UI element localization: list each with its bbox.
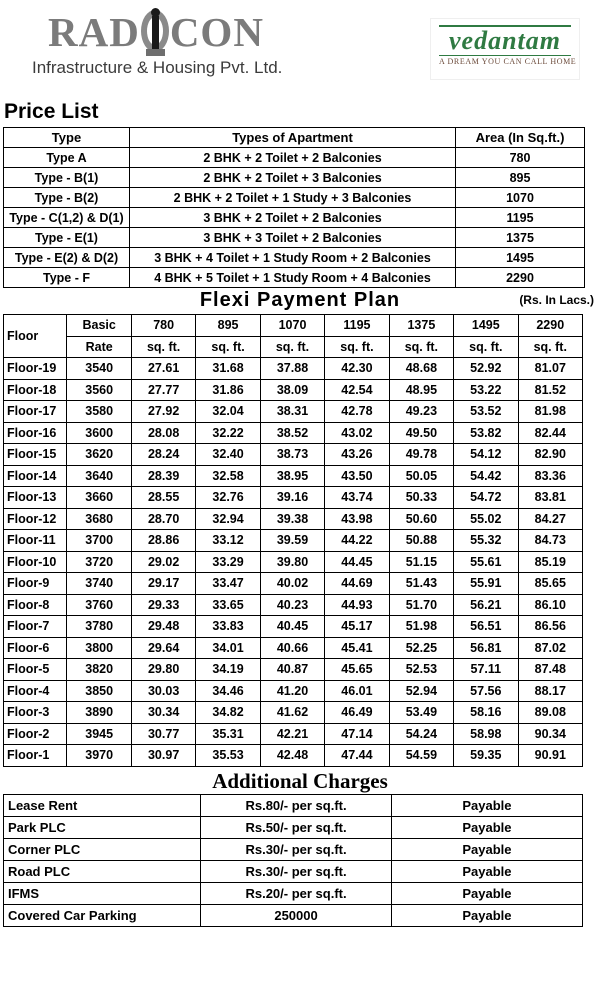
- price-list-cell-area: 1195: [456, 208, 585, 228]
- charge-value: Rs.30/- per sq.ft.: [201, 860, 392, 882]
- flexi-plan-title: Flexi Payment Plan: [199, 289, 401, 311]
- flexi-cell-price: 81.07: [518, 358, 582, 380]
- flexi-cell-price: 29.80: [131, 659, 195, 681]
- price-list-header-area: Area (In Sq.ft.): [456, 128, 585, 148]
- flexi-cell-price: 30.77: [131, 723, 195, 745]
- flexi-cell-price: 27.77: [131, 379, 195, 401]
- price-list-cell-type: Type - E(2) & D(2): [4, 248, 130, 268]
- flexi-cell-price: 32.58: [196, 465, 260, 487]
- flexi-cell-price: 28.70: [131, 508, 195, 530]
- company-tagline: Infrastructure & Housing Pvt. Ltd.: [32, 58, 283, 77]
- flexi-cell-price: 32.40: [196, 444, 260, 466]
- table-row: [4, 702, 583, 724]
- table-row: [4, 188, 585, 208]
- flexi-cell-price: 33.65: [196, 594, 260, 616]
- flexi-cell-basic-rate: 3600: [67, 422, 131, 444]
- additional-charges-title: Additional Charges: [212, 768, 388, 793]
- flexi-cell-price: 43.50: [325, 465, 389, 487]
- flexi-cell-price: 54.72: [454, 487, 518, 509]
- flexi-title-band: [0, 288, 600, 314]
- flexi-cell-price: 52.92: [454, 358, 518, 380]
- flexi-cell-price: 29.48: [131, 616, 195, 638]
- charge-status: Payable: [391, 882, 582, 904]
- flexi-cell-basic-rate: 3800: [67, 637, 131, 659]
- flexi-cell-price: 44.69: [325, 573, 389, 595]
- radicon-pillar-icon: [140, 8, 170, 56]
- flexi-cell-floor: Floor-6: [4, 637, 67, 659]
- price-list-header-apartment: Types of Apartment: [130, 128, 456, 148]
- flexi-cell-price: 34.19: [196, 659, 260, 681]
- flexi-cell-price: 55.32: [454, 530, 518, 552]
- table-row: [4, 208, 585, 228]
- flexi-cell-price: 86.10: [518, 594, 582, 616]
- radicon-base-shape: [146, 49, 165, 56]
- price-list-cell-area: 2290: [456, 268, 585, 288]
- table-row: [4, 228, 585, 248]
- flexi-cell-price: 57.11: [454, 659, 518, 681]
- flexi-cell-price: 55.61: [454, 551, 518, 573]
- price-list-cell-apartment: 4 BHK + 5 Toilet + 1 Study Room + 4 Balconies: [130, 268, 456, 288]
- flexi-cell-price: 51.70: [389, 594, 453, 616]
- flexi-cell-price: 45.41: [325, 637, 389, 659]
- flexi-cell-price: 48.95: [389, 379, 453, 401]
- flexi-cell-basic-rate: 3660: [67, 487, 131, 509]
- flexi-cell-floor: Floor-12: [4, 508, 67, 530]
- flexi-cell-price: 49.78: [389, 444, 453, 466]
- document-header: [0, 0, 600, 100]
- charge-value: Rs.50/- per sq.ft.: [201, 816, 392, 838]
- table-row: [4, 616, 583, 638]
- charge-status: Payable: [391, 904, 582, 926]
- flexi-cell-price: 35.53: [196, 745, 260, 767]
- flexi-header-unit-0: sq. ft.: [131, 336, 195, 358]
- flexi-cell-price: 30.97: [131, 745, 195, 767]
- flexi-cell-price: 29.33: [131, 594, 195, 616]
- flexi-cell-basic-rate: 3890: [67, 702, 131, 724]
- flexi-cell-price: 41.20: [260, 680, 324, 702]
- flexi-cell-basic-rate: 3820: [67, 659, 131, 681]
- flexi-cell-price: 83.36: [518, 465, 582, 487]
- flexi-cell-price: 28.08: [131, 422, 195, 444]
- flexi-cell-basic-rate: 3945: [67, 723, 131, 745]
- flexi-cell-price: 49.23: [389, 401, 453, 423]
- flexi-header-area-5: 1495: [454, 315, 518, 337]
- flexi-cell-price: 28.86: [131, 530, 195, 552]
- flexi-cell-price: 28.39: [131, 465, 195, 487]
- flexi-cell-price: 87.02: [518, 637, 582, 659]
- flexi-cell-price: 29.64: [131, 637, 195, 659]
- flexi-cell-price: 43.98: [325, 508, 389, 530]
- flexi-cell-basic-rate: 3640: [67, 465, 131, 487]
- table-row: [4, 882, 583, 904]
- flexi-header-area-6: 2290: [518, 315, 582, 337]
- flexi-cell-price: 42.21: [260, 723, 324, 745]
- flexi-header-floor: Floor: [4, 315, 67, 358]
- flexi-cell-price: 34.01: [196, 637, 260, 659]
- flexi-cell-price: 33.12: [196, 530, 260, 552]
- flexi-cell-price: 30.03: [131, 680, 195, 702]
- price-list-cell-area: 1495: [456, 248, 585, 268]
- flexi-cell-basic-rate: 3700: [67, 530, 131, 552]
- price-list-header-row: [4, 128, 585, 148]
- price-list-cell-apartment: 3 BHK + 4 Toilet + 1 Study Room + 2 Balconies: [130, 248, 456, 268]
- flexi-header-rate-line1: Basic: [67, 315, 131, 337]
- flexi-cell-price: 56.81: [454, 637, 518, 659]
- flexi-cell-price: 85.65: [518, 573, 582, 595]
- flexi-cell-price: 32.04: [196, 401, 260, 423]
- charge-value: Rs.30/- per sq.ft.: [201, 838, 392, 860]
- table-row: [4, 422, 583, 444]
- flexi-cell-price: 50.33: [389, 487, 453, 509]
- flexi-cell-price: 29.17: [131, 573, 195, 595]
- price-list-cell-type: Type - B(1): [4, 168, 130, 188]
- flexi-cell-price: 51.15: [389, 551, 453, 573]
- flexi-cell-price: 53.82: [454, 422, 518, 444]
- table-row: [4, 816, 583, 838]
- flexi-header-unit-6: sq. ft.: [518, 336, 582, 358]
- flexi-cell-price: 33.83: [196, 616, 260, 638]
- charge-name: Park PLC: [4, 816, 201, 838]
- price-list-cell-area: 780: [456, 148, 585, 168]
- flexi-cell-price: 34.82: [196, 702, 260, 724]
- flexi-cell-price: 33.47: [196, 573, 260, 595]
- price-list-cell-apartment: 2 BHK + 2 Toilet + 3 Balconies: [130, 168, 456, 188]
- flexi-header-area-2: 1070: [260, 315, 324, 337]
- table-row: [4, 444, 583, 466]
- table-row: [4, 551, 583, 573]
- flexi-cell-price: 39.80: [260, 551, 324, 573]
- flexi-cell-price: 59.35: [454, 745, 518, 767]
- flexi-header-area-3: 1195: [325, 315, 389, 337]
- additional-charges-table: [3, 794, 583, 927]
- table-row: [4, 508, 583, 530]
- flexi-cell-floor: Floor-2: [4, 723, 67, 745]
- flexi-cell-price: 50.88: [389, 530, 453, 552]
- flexi-cell-price: 52.94: [389, 680, 453, 702]
- vedantam-logo: [430, 18, 580, 80]
- table-row: [4, 358, 583, 380]
- flexi-cell-price: 55.02: [454, 508, 518, 530]
- charge-name: Corner PLC: [4, 838, 201, 860]
- flexi-cell-floor: Floor-13: [4, 487, 67, 509]
- table-row: [4, 594, 583, 616]
- table-row: [4, 268, 585, 288]
- flexi-cell-price: 32.94: [196, 508, 260, 530]
- flexi-cell-price: 38.52: [260, 422, 324, 444]
- flexi-cell-price: 53.49: [389, 702, 453, 724]
- flexi-header-row: [4, 315, 583, 337]
- flexi-cell-basic-rate: 3740: [67, 573, 131, 595]
- flexi-cell-price: 57.56: [454, 680, 518, 702]
- flexi-cell-price: 54.59: [389, 745, 453, 767]
- flexi-cell-price: 58.98: [454, 723, 518, 745]
- table-row: [4, 794, 583, 816]
- flexi-cell-price: 38.31: [260, 401, 324, 423]
- price-list-cell-type: Type - F: [4, 268, 130, 288]
- table-row: [4, 248, 585, 268]
- table-row: [4, 401, 583, 423]
- flexi-cell-price: 28.55: [131, 487, 195, 509]
- price-list-cell-apartment: 2 BHK + 2 Toilet + 2 Balconies: [130, 148, 456, 168]
- flexi-cell-price: 83.81: [518, 487, 582, 509]
- price-list-cell-type: Type - C(1,2) & D(1): [4, 208, 130, 228]
- price-list-cell-type: Type - E(1): [4, 228, 130, 248]
- flexi-cell-price: 81.98: [518, 401, 582, 423]
- flexi-header-row-units: [4, 336, 583, 358]
- flexi-cell-price: 42.48: [260, 745, 324, 767]
- flexi-payment-plan-table: [3, 314, 583, 767]
- flexi-cell-price: 50.05: [389, 465, 453, 487]
- radicon-pillar-shape: [152, 16, 159, 50]
- charge-status: Payable: [391, 816, 582, 838]
- price-list-cell-apartment: 3 BHK + 3 Toilet + 2 Balconies: [130, 228, 456, 248]
- flexi-cell-basic-rate: 3720: [67, 551, 131, 573]
- flexi-cell-price: 38.09: [260, 379, 324, 401]
- flexi-cell-price: 48.68: [389, 358, 453, 380]
- flexi-cell-price: 87.48: [518, 659, 582, 681]
- flexi-cell-floor: Floor-17: [4, 401, 67, 423]
- flexi-cell-price: 37.88: [260, 358, 324, 380]
- flexi-cell-price: 34.46: [196, 680, 260, 702]
- charge-value: 250000: [201, 904, 392, 926]
- flexi-header-unit-3: sq. ft.: [325, 336, 389, 358]
- flexi-cell-floor: Floor-8: [4, 594, 67, 616]
- flexi-cell-basic-rate: 3620: [67, 444, 131, 466]
- flexi-cell-price: 46.49: [325, 702, 389, 724]
- flexi-cell-price: 53.52: [454, 401, 518, 423]
- charge-value: Rs.20/- per sq.ft.: [201, 882, 392, 904]
- flexi-cell-price: 90.91: [518, 745, 582, 767]
- flexi-cell-price: 56.51: [454, 616, 518, 638]
- flexi-cell-floor: Floor-3: [4, 702, 67, 724]
- flexi-cell-floor: Floor-5: [4, 659, 67, 681]
- radicon-wordmark-left: RAD: [48, 9, 140, 55]
- flexi-cell-price: 47.44: [325, 745, 389, 767]
- flexi-cell-price: 31.68: [196, 358, 260, 380]
- flexi-cell-price: 56.21: [454, 594, 518, 616]
- charge-name: Road PLC: [4, 860, 201, 882]
- flexi-cell-basic-rate: 3760: [67, 594, 131, 616]
- table-row: [4, 745, 583, 767]
- flexi-cell-price: 51.98: [389, 616, 453, 638]
- table-row: [4, 168, 585, 188]
- flexi-cell-price: 54.12: [454, 444, 518, 466]
- flexi-cell-price: 89.08: [518, 702, 582, 724]
- flexi-cell-price: 32.76: [196, 487, 260, 509]
- flexi-cell-price: 42.78: [325, 401, 389, 423]
- table-row: [4, 465, 583, 487]
- table-row: [4, 148, 585, 168]
- charge-name: Covered Car Parking: [4, 904, 201, 926]
- flexi-cell-basic-rate: 3850: [67, 680, 131, 702]
- flexi-header-rate-line2: Rate: [67, 336, 131, 358]
- flexi-cell-price: 46.01: [325, 680, 389, 702]
- table-row: [4, 530, 583, 552]
- table-row: [4, 659, 583, 681]
- radicon-wordmark-right: CON: [169, 9, 264, 55]
- flexi-cell-price: 32.22: [196, 422, 260, 444]
- flexi-cell-price: 35.31: [196, 723, 260, 745]
- flexi-cell-price: 40.23: [260, 594, 324, 616]
- flexi-cell-price: 47.14: [325, 723, 389, 745]
- flexi-cell-price: 30.34: [131, 702, 195, 724]
- flexi-cell-price: 51.43: [389, 573, 453, 595]
- flexi-cell-price: 44.93: [325, 594, 389, 616]
- flexi-cell-price: 39.59: [260, 530, 324, 552]
- flexi-cell-basic-rate: 3680: [67, 508, 131, 530]
- charge-value: Rs.80/- per sq.ft.: [201, 794, 392, 816]
- table-row: [4, 637, 583, 659]
- flexi-header-unit-4: sq. ft.: [389, 336, 453, 358]
- flexi-cell-basic-rate: 3970: [67, 745, 131, 767]
- flexi-cell-price: 43.26: [325, 444, 389, 466]
- price-list-cell-type: Type - B(2): [4, 188, 130, 208]
- flexi-cell-price: 85.19: [518, 551, 582, 573]
- flexi-cell-floor: Floor-15: [4, 444, 67, 466]
- flexi-header-unit-1: sq. ft.: [196, 336, 260, 358]
- table-row: [4, 487, 583, 509]
- flexi-cell-price: 40.02: [260, 573, 324, 595]
- flexi-header-area-0: 780: [131, 315, 195, 337]
- flexi-cell-price: 53.22: [454, 379, 518, 401]
- price-list-cell-apartment: 3 BHK + 2 Toilet + 2 Balconies: [130, 208, 456, 228]
- flexi-header-unit-2: sq. ft.: [260, 336, 324, 358]
- price-list-cell-apartment: 2 BHK + 2 Toilet + 1 Study + 3 Balconies: [130, 188, 456, 208]
- price-list-header-type: Type: [4, 128, 130, 148]
- flexi-cell-price: 90.34: [518, 723, 582, 745]
- flexi-cell-price: 45.17: [325, 616, 389, 638]
- flexi-header-area-1: 895: [196, 315, 260, 337]
- price-list-cell-type: Type A: [4, 148, 130, 168]
- flexi-cell-price: 86.56: [518, 616, 582, 638]
- table-row: [4, 723, 583, 745]
- flexi-cell-price: 29.02: [131, 551, 195, 573]
- flexi-cell-price: 40.66: [260, 637, 324, 659]
- flexi-cell-price: 43.02: [325, 422, 389, 444]
- table-row: [4, 379, 583, 401]
- flexi-cell-price: 52.25: [389, 637, 453, 659]
- flexi-cell-price: 38.73: [260, 444, 324, 466]
- radicon-wordmark: [30, 8, 320, 56]
- flexi-cell-floor: Floor-16: [4, 422, 67, 444]
- vedantam-tagline: A DREAM YOU CAN CALL HOME: [439, 57, 577, 66]
- charge-name: Lease Rent: [4, 794, 201, 816]
- radicon-logo: [30, 8, 320, 78]
- flexi-cell-price: 54.42: [454, 465, 518, 487]
- price-list-title: Price List: [4, 100, 99, 123]
- flexi-cell-basic-rate: 3540: [67, 358, 131, 380]
- table-row: [4, 680, 583, 702]
- table-row: [4, 573, 583, 595]
- flexi-cell-price: 41.62: [260, 702, 324, 724]
- flexi-cell-floor: Floor-4: [4, 680, 67, 702]
- flexi-cell-price: 82.44: [518, 422, 582, 444]
- flexi-cell-floor: Floor-1: [4, 745, 67, 767]
- flexi-cell-price: 43.74: [325, 487, 389, 509]
- flexi-cell-price: 39.38: [260, 508, 324, 530]
- table-row: [4, 838, 583, 860]
- flexi-cell-price: 31.86: [196, 379, 260, 401]
- flexi-cell-price: 88.17: [518, 680, 582, 702]
- flexi-cell-price: 50.60: [389, 508, 453, 530]
- charge-status: Payable: [391, 860, 582, 882]
- flexi-cell-floor: Floor-18: [4, 379, 67, 401]
- flexi-cell-price: 81.52: [518, 379, 582, 401]
- flexi-cell-floor: Floor-14: [4, 465, 67, 487]
- flexi-units-note: (Rs. In Lacs.): [519, 293, 594, 307]
- flexi-cell-price: 33.29: [196, 551, 260, 573]
- charge-name: IFMS: [4, 882, 201, 904]
- flexi-cell-price: 58.16: [454, 702, 518, 724]
- charge-status: Payable: [391, 838, 582, 860]
- flexi-cell-price: 84.73: [518, 530, 582, 552]
- price-list-cell-area: 1375: [456, 228, 585, 248]
- flexi-cell-price: 52.53: [389, 659, 453, 681]
- flexi-cell-price: 55.91: [454, 573, 518, 595]
- flexi-cell-basic-rate: 3560: [67, 379, 131, 401]
- vedantam-wordmark: vedantam: [449, 26, 561, 55]
- flexi-cell-price: 38.95: [260, 465, 324, 487]
- flexi-cell-price: 44.22: [325, 530, 389, 552]
- flexi-header-area-4: 1375: [389, 315, 453, 337]
- flexi-cell-price: 40.87: [260, 659, 324, 681]
- flexi-cell-price: 44.45: [325, 551, 389, 573]
- charge-status: Payable: [391, 794, 582, 816]
- flexi-cell-price: 42.30: [325, 358, 389, 380]
- flexi-cell-price: 49.50: [389, 422, 453, 444]
- table-row: [4, 904, 583, 926]
- flexi-cell-floor: Floor-9: [4, 573, 67, 595]
- flexi-cell-price: 45.65: [325, 659, 389, 681]
- flexi-cell-price: 27.61: [131, 358, 195, 380]
- flexi-cell-basic-rate: 3780: [67, 616, 131, 638]
- flexi-header-unit-5: sq. ft.: [454, 336, 518, 358]
- flexi-cell-price: 40.45: [260, 616, 324, 638]
- flexi-cell-basic-rate: 3580: [67, 401, 131, 423]
- flexi-cell-price: 54.24: [389, 723, 453, 745]
- flexi-cell-price: 28.24: [131, 444, 195, 466]
- flexi-cell-price: 39.16: [260, 487, 324, 509]
- flexi-cell-floor: Floor-7: [4, 616, 67, 638]
- flexi-cell-floor: Floor-11: [4, 530, 67, 552]
- flexi-cell-floor: Floor-10: [4, 551, 67, 573]
- flexi-cell-price: 84.27: [518, 508, 582, 530]
- flexi-cell-price: 42.54: [325, 379, 389, 401]
- table-row: [4, 860, 583, 882]
- price-list-table: [3, 127, 585, 288]
- flexi-cell-floor: Floor-19: [4, 358, 67, 380]
- flexi-cell-price: 27.92: [131, 401, 195, 423]
- price-list-cell-area: 1070: [456, 188, 585, 208]
- radicon-dot-shape: [151, 8, 160, 17]
- price-list-cell-area: 895: [456, 168, 585, 188]
- flexi-cell-price: 82.90: [518, 444, 582, 466]
